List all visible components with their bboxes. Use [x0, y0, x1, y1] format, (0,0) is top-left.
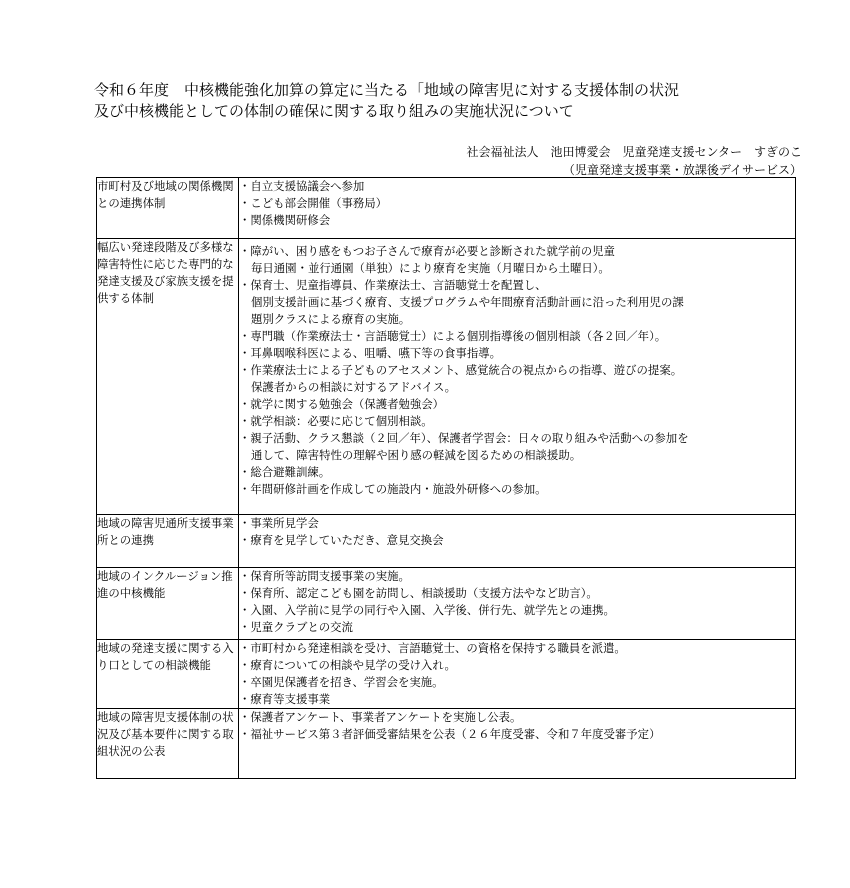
- list-item: ・児童クラブとの交流: [239, 620, 353, 634]
- row-label: 地域の障害児通所支援事業所との連携: [97, 515, 239, 568]
- table-row: [97, 640, 796, 709]
- list-item: ・こども部会開催（事務局）: [239, 196, 388, 210]
- list-item-continuation: 個別支援計画に基づく療育、支援プログラムや年間療育活動計画に沿った利用児の課: [251, 295, 684, 309]
- list-item: ・耳鼻咽喉科医による、咀嚼、嚥下等の食事指導。: [239, 346, 501, 360]
- organization-block: [466, 143, 802, 179]
- list-item: ・療育についての相談や見学の受け入れ。: [239, 658, 456, 672]
- list-item: ・専門職（作業療法士・言語聴覚士）による個別指導後の個別相談（各２回／年）。: [239, 329, 667, 343]
- organization-name: 社会福祉法人 池田博愛会 児童発達支援センター すぎのこ: [466, 145, 802, 159]
- list-item: ・保育士、児童指導員、作業療法士、言語聴覚士を配置し、: [239, 278, 547, 292]
- title-line-1: 令和６年度 中核機能強化加算の算定に当たる「地域の障害児に対する支援体制の状況: [94, 81, 680, 99]
- list-item: ・事業所見学会: [239, 516, 319, 530]
- list-item: ・保護者アンケート、事業者アンケートを実施し公表。: [239, 710, 522, 724]
- table-row: [97, 178, 796, 239]
- list-item: ・就学相談：必要に応じて個別相談。: [239, 414, 433, 428]
- row-label: 地域の発達支援に関する入り口としての相談機能: [97, 640, 239, 709]
- list-item: ・就学に関する勉強会（保護者勉強会）: [239, 397, 445, 411]
- list-item-continuation: 保護者からの相談に対するアドバイス。: [251, 380, 457, 394]
- list-item: ・関係機関研修会: [239, 213, 331, 227]
- list-item: ・総合避難訓練。: [239, 465, 331, 479]
- list-item: ・福祉サービス第３者評価受審結果を公表（２６年度受審、令和７年度受審予定）: [239, 727, 661, 741]
- title-line-2: 及び中核機能としての体制の確保に関する取り組みの実施状況について: [94, 102, 574, 120]
- list-item: ・療育を見学していただき、意見交換会: [239, 533, 444, 547]
- list-item: ・入園、入学前に見学の同行や入園、入学後、併行先、就学先との連携。: [239, 603, 615, 617]
- row-content: [239, 239, 796, 515]
- row-label: 地域の障害児支援体制の状況及び基本要件に関する取組状況の公表: [97, 709, 239, 779]
- list-item-continuation: 通して、障害特性の理解や困り感の軽減を図るための相談援助。: [251, 448, 582, 462]
- list-item: ・保育所等訪問支援事業の実施。: [239, 569, 410, 583]
- row-label: 幅広い発達段階及び多様な障害特性に応じた専門的な発達支援及び家族支援を提供する体制: [97, 239, 239, 515]
- row-content: [239, 709, 796, 779]
- document-title: [94, 80, 794, 122]
- row-content: [239, 515, 796, 568]
- row-content: [239, 568, 796, 640]
- status-table: [96, 177, 796, 779]
- table-row: [97, 568, 796, 640]
- list-item: ・障がい、困り感をもつお子さんで療育が必要と診断された就学前の児童: [239, 244, 615, 258]
- list-item: ・親子活動、クラス懇談（２回／年）、保護者学習会：日々の取り組みや活動への参加を: [239, 431, 689, 445]
- list-item-continuation: 題別クラスによる療育の実施。: [251, 312, 411, 326]
- row-label: 市町村及び地域の関係機関との連携体制: [97, 178, 239, 239]
- list-item: ・卒園児保護者を招き、学習会を実施。: [239, 675, 444, 689]
- list-item-continuation: 毎日通園・並行通園（単独）により療育を実施（月曜日から土曜日）。: [251, 261, 610, 275]
- organization-services: （児童発達支援事業・放課後デイサービス）: [562, 163, 802, 177]
- list-item: ・療育等支援事業: [239, 692, 331, 706]
- table-row: [97, 515, 796, 568]
- table-row: [97, 239, 796, 515]
- row-content: [239, 178, 796, 239]
- row-label: 地域のインクルージョン推進の中核機能: [97, 568, 239, 640]
- table-row: [97, 709, 796, 779]
- list-item: ・保育所、認定こども園を訪問し、相談援助（支援方法やなど助言）。: [239, 586, 598, 600]
- list-item: ・市町村から発達相談を受け、言語聴覚士、の資格を保持する職員を派遣。: [239, 641, 626, 655]
- row-content: [239, 640, 796, 709]
- list-item: ・作業療法士による子どものアセスメント、感覚統合の視点からの指導、遊びの提案。: [239, 363, 683, 377]
- list-item: ・自立支援協議会へ参加: [239, 179, 365, 193]
- list-item: ・年間研修計画を作成しての施設内・施設外研修への参加。: [239, 482, 547, 496]
